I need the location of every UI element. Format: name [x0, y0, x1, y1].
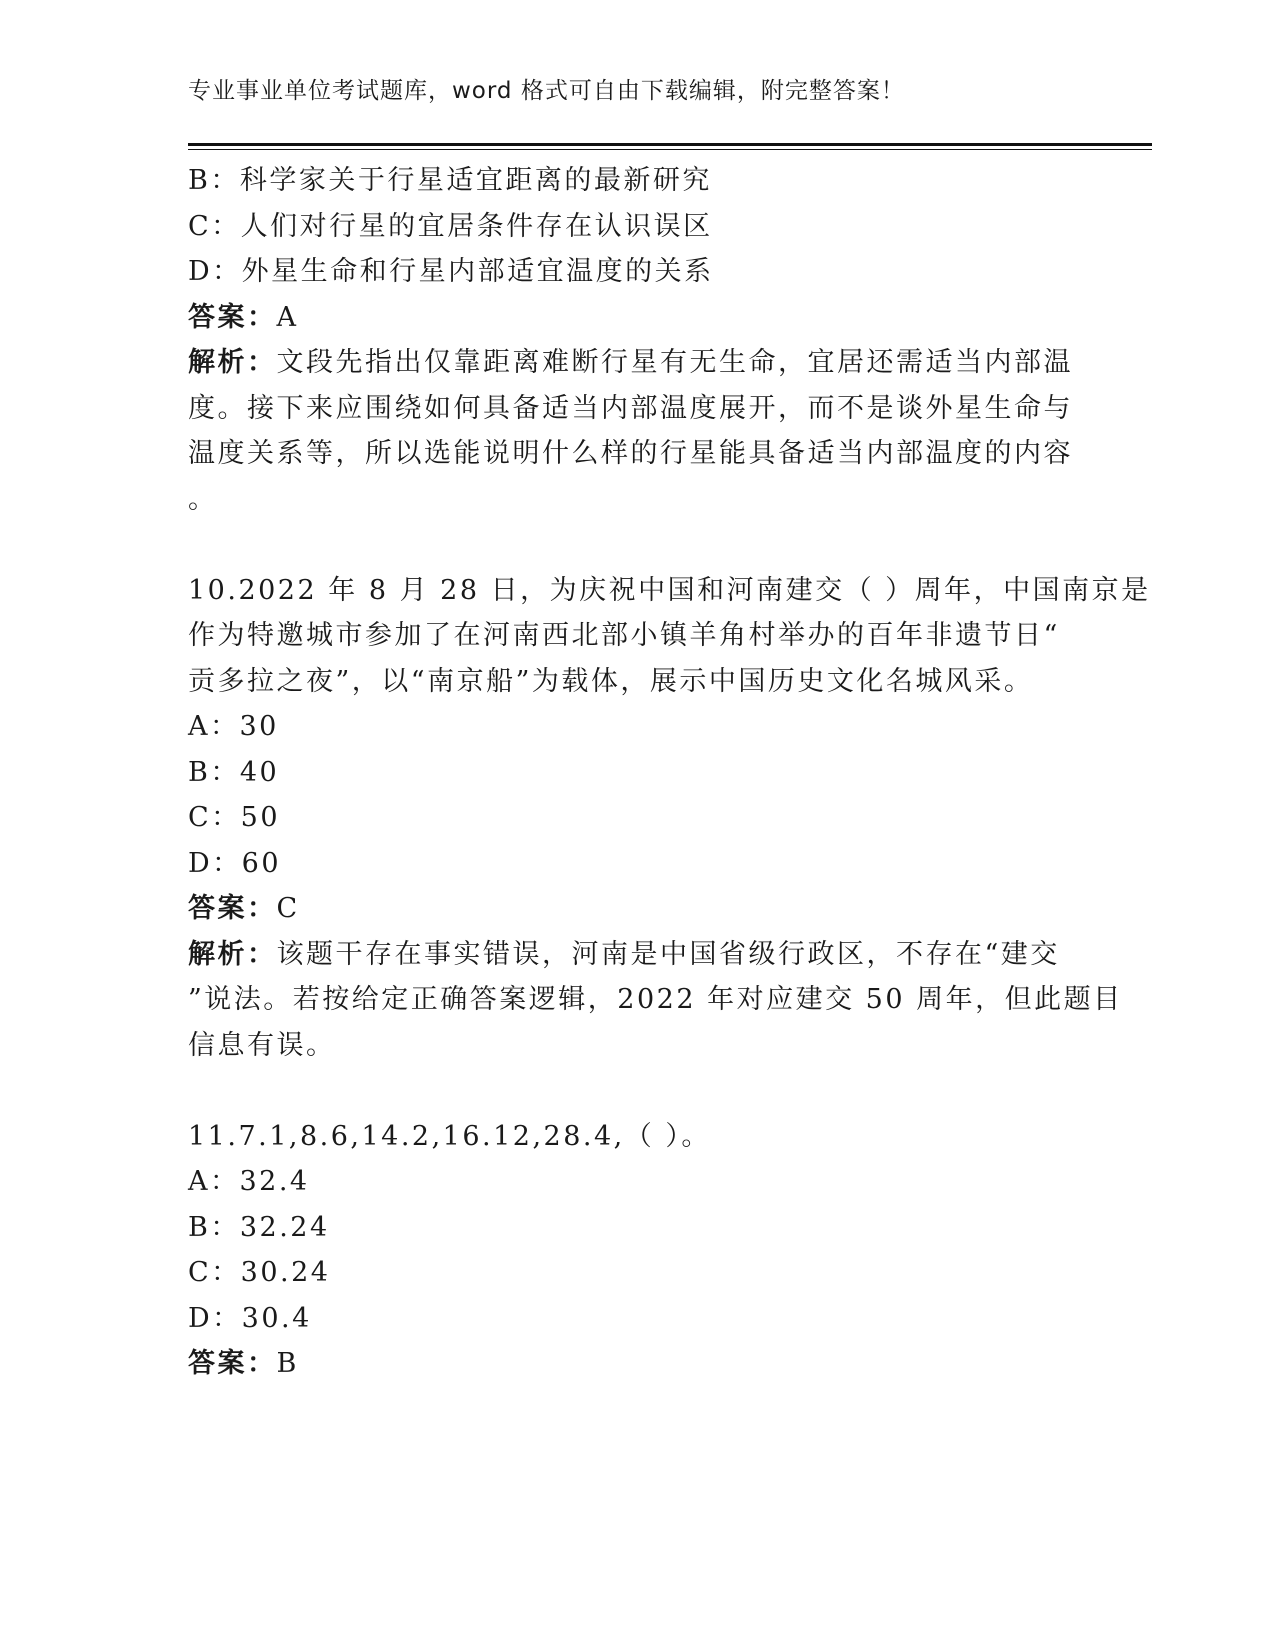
page-header-text: 专业事业单位考试题库，word 格式可自由下载编辑，附完整答案！: [188, 78, 905, 104]
option-b: B：32.24: [188, 1211, 330, 1243]
option-a: A：30: [188, 711, 279, 742]
analysis-text: 该题干存在事实错误，河南是中国省级行政区，不存在“建交: [276, 938, 1060, 970]
spacer: [188, 1068, 1088, 1114]
answer-label: 答案：: [188, 1348, 277, 1379]
question-stem-line-1: 11.7.1,8.6,14.2,16.12,28.4,（ ）。: [188, 1120, 711, 1152]
option-c: C：人们对行星的宜居条件存在认识误区: [188, 210, 713, 242]
analysis-line-4: 。: [188, 483, 218, 515]
question-stem-line-3: 贡多拉之夜”，以“南京船”为载体，展示中国历史文化名城风采。: [188, 665, 1034, 697]
answer-line: [188, 295, 1088, 341]
analysis-label: 解析：: [188, 938, 277, 970]
answer-value: B: [276, 1348, 299, 1379]
analysis-label: 解析：: [188, 347, 277, 378]
analysis-line-1: [188, 932, 1088, 978]
header-rule-thick: [188, 143, 1152, 146]
option-c: C：30.24: [188, 1257, 331, 1288]
option-c: C：50: [188, 802, 281, 833]
spacer: [188, 522, 1088, 568]
analysis-line-3: 温度关系等，所以选能说明什么样的行星能具备适当内部温度的内容: [188, 438, 1073, 469]
question-11: [188, 1114, 1088, 1387]
analysis-line-2: ”说法。若按给定正确答案逻辑，2022 年对应建交 50 周年，但此题目: [188, 984, 1123, 1015]
document-body: [188, 158, 1151, 1387]
answer-label: 答案：: [188, 893, 277, 924]
question-9-tail: [188, 158, 1088, 522]
analysis-line-3: 信息有误。: [188, 1029, 336, 1061]
option-d: D：60: [188, 847, 282, 879]
analysis-text: 文段先指出仅靠距离难断行星有无生命，宜居还需适当内部温: [276, 347, 1073, 378]
answer-line: [188, 886, 1088, 932]
question-stem-line-2: 作为特邀城市参加了在河南西北部小镇羊角村举办的百年非遗节日“: [188, 620, 1060, 651]
question-stem-line-1: 10.2022 年 8 月 28 日，为庆祝中国和河南建交（ ）周年，中国南京是: [188, 574, 1151, 606]
answer-value: A: [276, 301, 299, 333]
option-b: B：40: [188, 756, 280, 788]
option-d: D：外星生命和行星内部适宜温度的关系: [188, 256, 714, 287]
option-d: D：30.4: [188, 1302, 312, 1334]
analysis-line-1: [188, 340, 1088, 386]
answer-label: 答案：: [188, 301, 277, 333]
header-rule-thin: [188, 149, 1152, 150]
option-a: A：32.4: [188, 1166, 310, 1197]
question-10: [188, 568, 1151, 1069]
answer-value: C: [276, 893, 300, 924]
answer-line: [188, 1341, 1088, 1387]
analysis-line-2: 度。接下来应围绕如何具备适当内部温度展开，而不是谈外星生命与: [188, 392, 1073, 424]
option-b: B：科学家关于行星适宜距离的最新研究: [188, 165, 712, 196]
